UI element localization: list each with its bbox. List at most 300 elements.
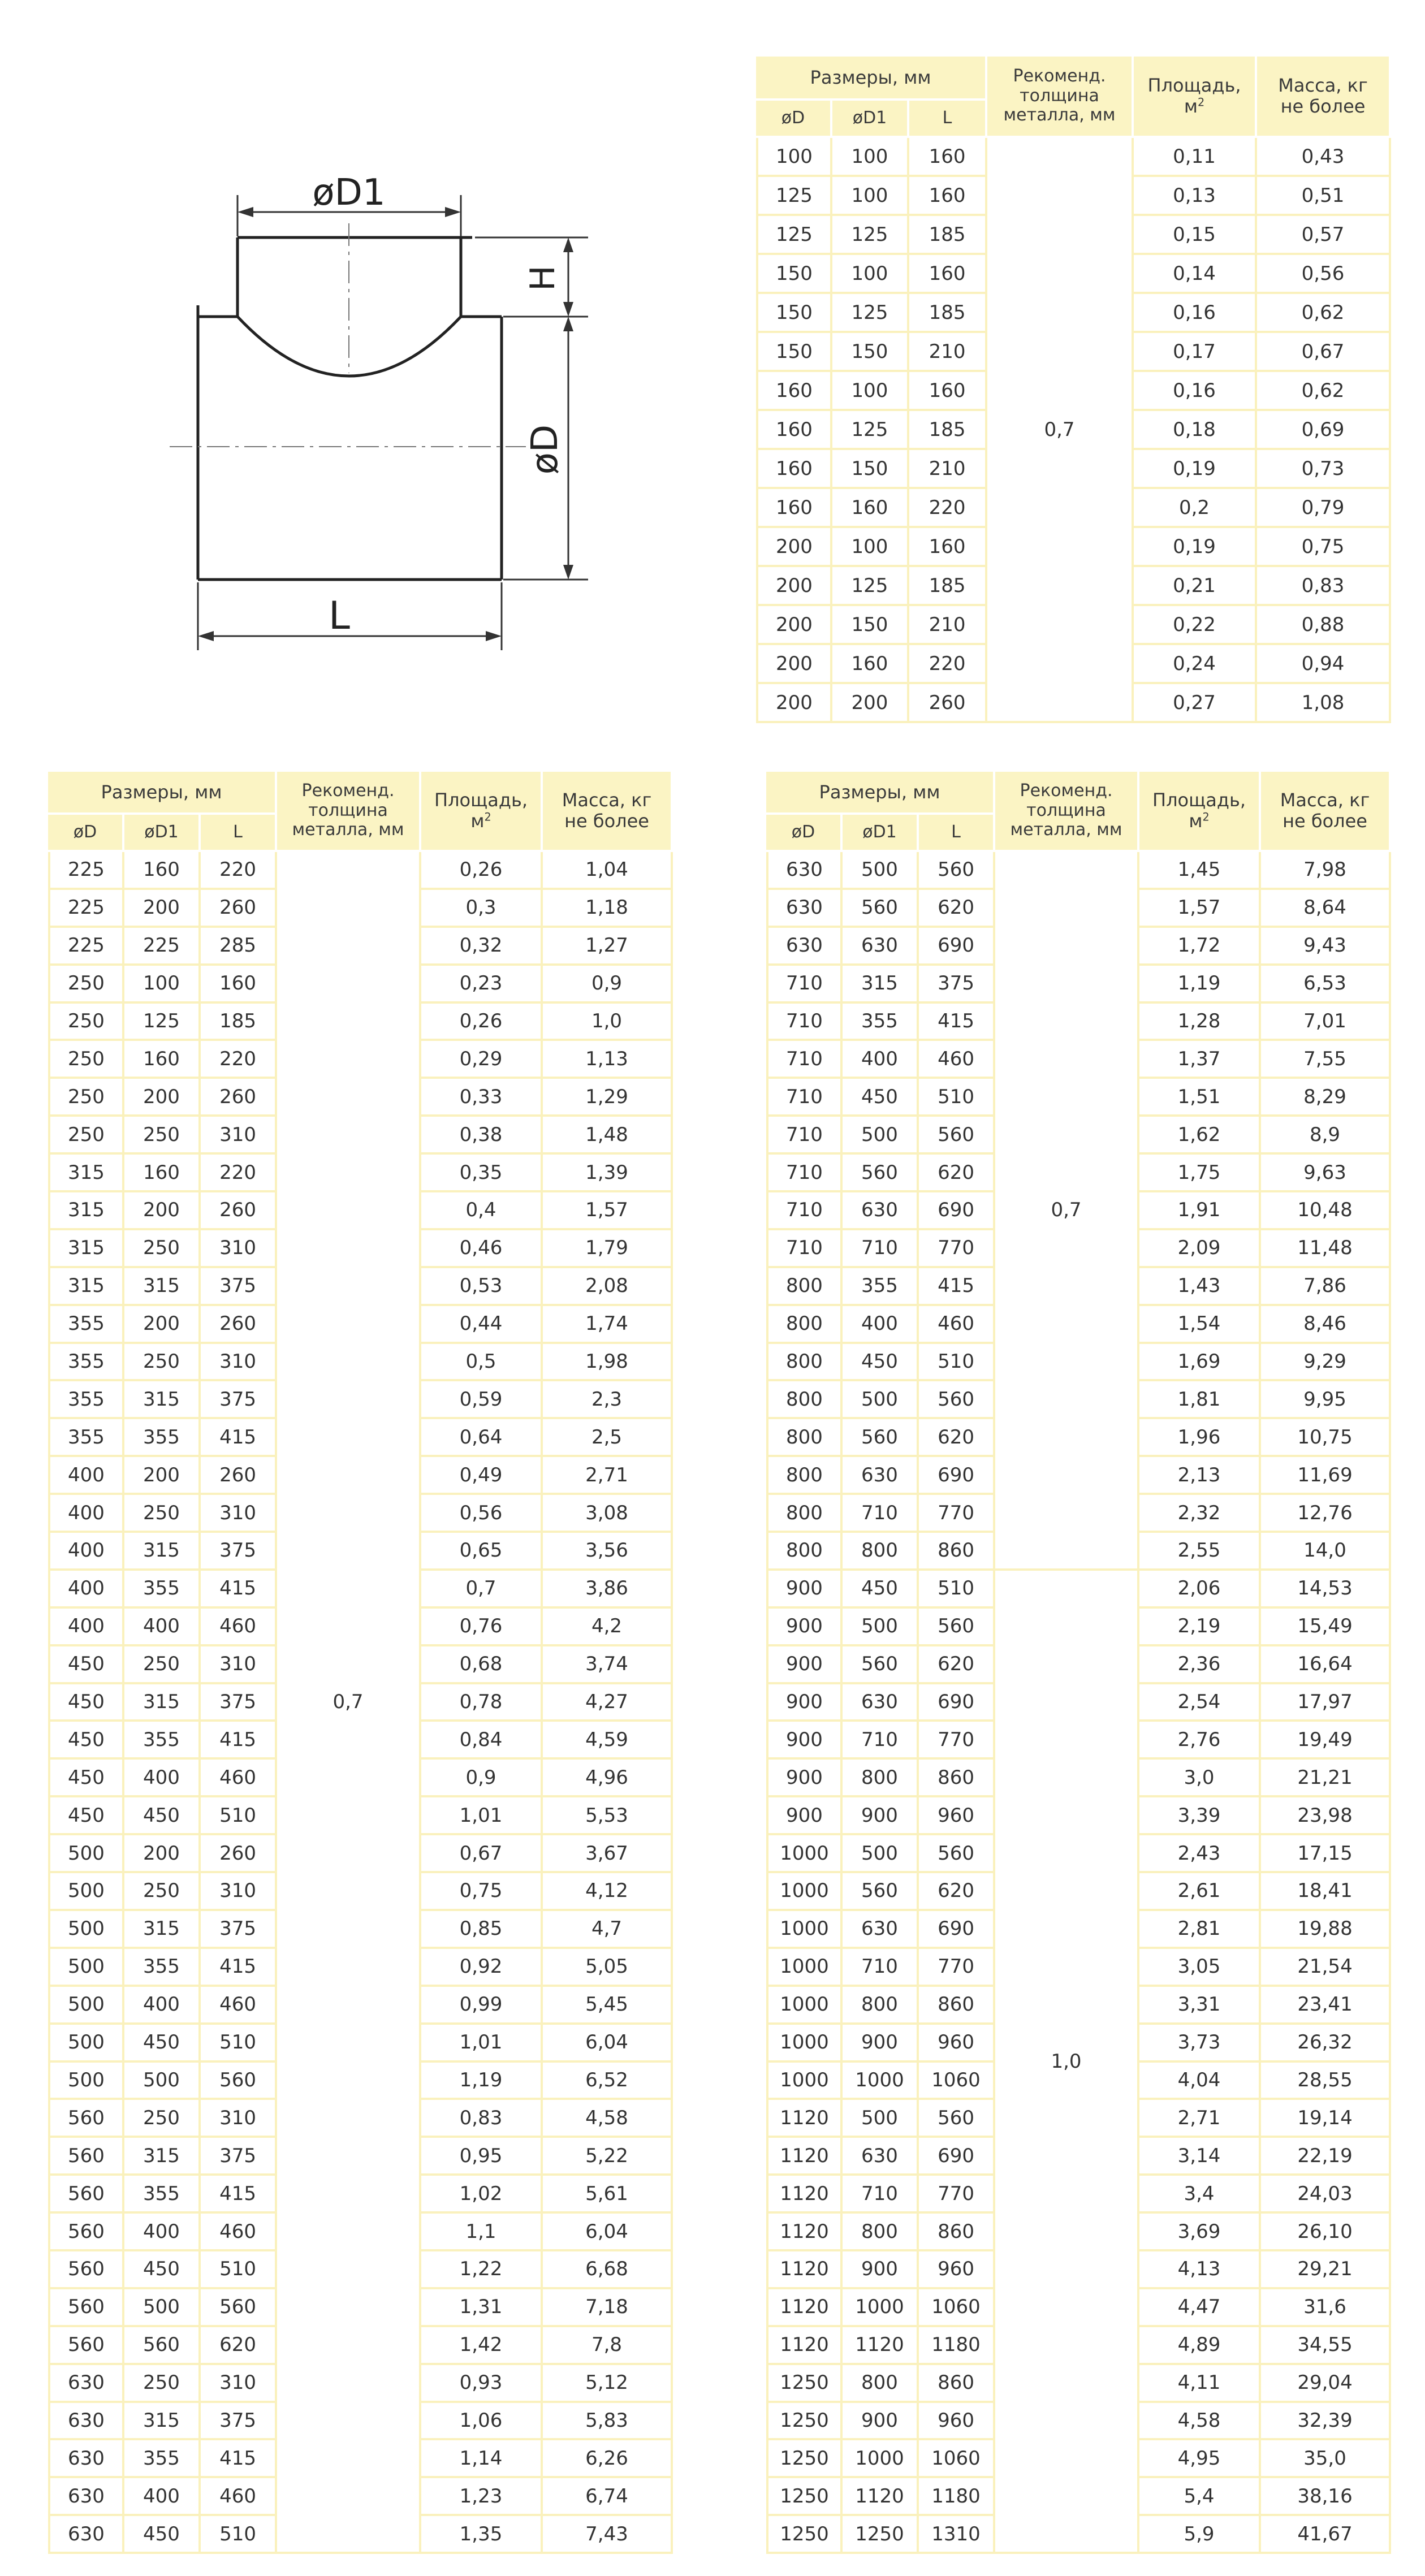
cell-D: 250 bbox=[48, 966, 124, 1004]
cell-D1: 355 bbox=[124, 1571, 201, 1609]
cell-mass: 1,27 bbox=[543, 928, 673, 966]
cell-mass: 8,9 bbox=[1261, 1117, 1391, 1155]
cell-D: 560 bbox=[48, 2289, 124, 2327]
cell-L: 185 bbox=[909, 294, 987, 333]
cell-area: 0,17 bbox=[1134, 333, 1257, 372]
cell-area: 3,05 bbox=[1139, 1949, 1261, 1987]
cell-D1: 1250 bbox=[843, 2516, 919, 2554]
cell-L: 310 bbox=[201, 1230, 277, 1268]
cell-D1: 630 bbox=[843, 928, 919, 966]
cell-D1: 500 bbox=[124, 2289, 201, 2327]
cell-area: 1,23 bbox=[421, 2478, 543, 2516]
cell-D: 200 bbox=[756, 567, 832, 606]
cell-mass: 26,32 bbox=[1261, 2025, 1391, 2063]
header-mass: Масса, кг не более bbox=[1257, 57, 1391, 138]
cell-L: 260 bbox=[201, 1192, 277, 1230]
cell-mass: 29,04 bbox=[1261, 2365, 1391, 2403]
cell-D: 630 bbox=[48, 2516, 124, 2554]
cell-area: 0,53 bbox=[421, 1268, 543, 1306]
cell-mass: 22,19 bbox=[1261, 2138, 1391, 2176]
cell-mass: 1,74 bbox=[543, 1306, 673, 1344]
cell-mass: 7,55 bbox=[1261, 1041, 1391, 1079]
cell-area: 1,19 bbox=[1139, 966, 1261, 1004]
cell-L: 185 bbox=[909, 216, 987, 255]
cell-L: 560 bbox=[919, 1609, 995, 1646]
cell-D: 250 bbox=[48, 1117, 124, 1155]
cell-area: 1,35 bbox=[421, 2516, 543, 2554]
cell-L: 415 bbox=[201, 2440, 277, 2478]
cell-area: 0,11 bbox=[1134, 138, 1257, 177]
cell-mass: 23,41 bbox=[1261, 1987, 1391, 2025]
cell-D: 315 bbox=[48, 1192, 124, 1230]
cell-area: 1,81 bbox=[1139, 1381, 1261, 1419]
cell-L: 310 bbox=[201, 1117, 277, 1155]
cell-area: 1,69 bbox=[1139, 1344, 1261, 1382]
cell-mass: 4,7 bbox=[543, 1911, 673, 1949]
cell-D: 160 bbox=[756, 450, 832, 489]
cell-L: 1180 bbox=[919, 2327, 995, 2365]
cell-D1: 200 bbox=[124, 1457, 201, 1495]
cell-D1: 200 bbox=[832, 684, 909, 723]
cell-mass: 35,0 bbox=[1261, 2440, 1391, 2478]
cell-mass: 2,71 bbox=[543, 1457, 673, 1495]
cell-L: 160 bbox=[909, 528, 987, 567]
cell-D1: 100 bbox=[124, 966, 201, 1004]
cell-mass: 9,43 bbox=[1261, 928, 1391, 966]
cell-mass: 4,2 bbox=[543, 1609, 673, 1646]
cell-L: 510 bbox=[919, 1344, 995, 1382]
cell-L: 160 bbox=[909, 255, 987, 294]
cell-area: 1,06 bbox=[421, 2403, 543, 2441]
label-D1: øD1 bbox=[312, 172, 386, 214]
cell-L: 220 bbox=[909, 489, 987, 528]
cell-mass: 0,75 bbox=[1257, 528, 1391, 567]
cell-D: 355 bbox=[48, 1419, 124, 1457]
cell-D1: 315 bbox=[843, 966, 919, 1004]
cell-L: 460 bbox=[201, 2214, 277, 2251]
cell-D: 450 bbox=[48, 1760, 124, 1797]
cell-mass: 32,39 bbox=[1261, 2403, 1391, 2441]
cell-L: 1060 bbox=[919, 2289, 995, 2327]
cell-D1: 315 bbox=[124, 2403, 201, 2441]
cell-area: 1,96 bbox=[1139, 1419, 1261, 1457]
cell-D1: 160 bbox=[124, 1041, 201, 1079]
cell-D: 560 bbox=[48, 2138, 124, 2176]
cell-D: 560 bbox=[48, 2251, 124, 2289]
cell-L: 690 bbox=[919, 1192, 995, 1230]
cell-D1: 355 bbox=[124, 1722, 201, 1760]
cell-D: 1120 bbox=[766, 2138, 843, 2176]
cell-thickness: 1,0 bbox=[995, 1571, 1139, 2554]
cell-area: 0,67 bbox=[421, 1835, 543, 1873]
cell-mass: 7,18 bbox=[543, 2289, 673, 2327]
cell-mass: 11,69 bbox=[1261, 1457, 1391, 1495]
cell-L: 960 bbox=[919, 2025, 995, 2063]
cell-area: 2,36 bbox=[1139, 1646, 1261, 1684]
cell-mass: 3,08 bbox=[543, 1495, 673, 1533]
cell-L: 690 bbox=[919, 2138, 995, 2176]
cell-D: 630 bbox=[766, 890, 843, 928]
cell-L: 860 bbox=[919, 1987, 995, 2025]
cell-D1: 560 bbox=[843, 890, 919, 928]
cell-D1: 560 bbox=[843, 1873, 919, 1911]
cell-D1: 250 bbox=[124, 1646, 201, 1684]
cell-L: 220 bbox=[201, 852, 277, 890]
cell-area: 1,22 bbox=[421, 2251, 543, 2289]
header-mass: Масса, кг не более bbox=[1261, 772, 1391, 852]
cell-mass: 19,49 bbox=[1261, 1722, 1391, 1760]
cell-D1: 450 bbox=[124, 2251, 201, 2289]
cell-L: 960 bbox=[919, 1797, 995, 1835]
cell-mass: 17,97 bbox=[1261, 1684, 1391, 1722]
cell-L: 260 bbox=[201, 890, 277, 928]
cell-D: 250 bbox=[48, 1041, 124, 1079]
cell-L: 310 bbox=[201, 1344, 277, 1382]
cell-D: 500 bbox=[48, 1911, 124, 1949]
cell-area: 0,83 bbox=[421, 2100, 543, 2138]
cell-area: 0,64 bbox=[421, 1419, 543, 1457]
cell-L: 375 bbox=[201, 2403, 277, 2441]
cell-L: 260 bbox=[201, 1306, 277, 1344]
cell-mass: 5,53 bbox=[543, 1797, 673, 1835]
header-area: Площадь, $м^2$ bbox=[1139, 772, 1261, 852]
cell-L: 285 bbox=[201, 928, 277, 966]
header-D1: øD1 bbox=[832, 101, 909, 138]
cell-L: 690 bbox=[919, 928, 995, 966]
cell-D1: 500 bbox=[124, 2063, 201, 2100]
cell-L: 185 bbox=[909, 411, 987, 450]
cell-D: 1120 bbox=[766, 2176, 843, 2214]
cell-mass: 4,96 bbox=[543, 1760, 673, 1797]
cell-D: 160 bbox=[756, 489, 832, 528]
cell-area: 2,81 bbox=[1139, 1911, 1261, 1949]
cell-D1: 315 bbox=[124, 1684, 201, 1722]
cell-mass: 6,52 bbox=[543, 2063, 673, 2100]
cell-L: 375 bbox=[201, 1268, 277, 1306]
cell-area: 2,32 bbox=[1139, 1495, 1261, 1533]
cell-mass: 23,98 bbox=[1261, 1797, 1391, 1835]
header-area: Площадь, $м^2$ bbox=[1134, 57, 1257, 138]
cell-D1: 500 bbox=[843, 1835, 919, 1873]
cell-area: 0,46 bbox=[421, 1230, 543, 1268]
cell-D1: 125 bbox=[832, 294, 909, 333]
cell-area: 0,33 bbox=[421, 1079, 543, 1117]
cell-D1: 500 bbox=[843, 852, 919, 890]
cell-area: 0,19 bbox=[1134, 450, 1257, 489]
cell-L: 620 bbox=[919, 1873, 995, 1911]
label-L: L bbox=[329, 594, 350, 638]
cell-D1: 315 bbox=[124, 1268, 201, 1306]
cell-L: 690 bbox=[919, 1911, 995, 1949]
cell-area: 0,26 bbox=[421, 852, 543, 890]
cell-mass: 7,01 bbox=[1261, 1004, 1391, 1041]
cell-D1: 630 bbox=[843, 1911, 919, 1949]
cell-L: 160 bbox=[201, 966, 277, 1004]
cell-area: 0,75 bbox=[421, 1873, 543, 1911]
cell-D: 1120 bbox=[766, 2214, 843, 2251]
cell-area: 0,99 bbox=[421, 1987, 543, 2025]
cell-L: 375 bbox=[201, 2138, 277, 2176]
cell-D1: 630 bbox=[843, 1192, 919, 1230]
cell-D1: 710 bbox=[843, 1949, 919, 1987]
cell-mass: 1,18 bbox=[543, 890, 673, 928]
cell-D: 560 bbox=[48, 2100, 124, 2138]
header-D: øD bbox=[48, 815, 124, 852]
cell-D: 450 bbox=[48, 1684, 124, 1722]
cell-L: 310 bbox=[201, 2365, 277, 2403]
cell-D1: 355 bbox=[124, 1949, 201, 1987]
cell-D1: 200 bbox=[124, 1835, 201, 1873]
cell-D1: 160 bbox=[124, 1155, 201, 1192]
cell-D1: 125 bbox=[124, 1004, 201, 1041]
cell-mass: 29,21 bbox=[1261, 2251, 1391, 2289]
cell-D: 200 bbox=[756, 528, 832, 567]
cell-D: 225 bbox=[48, 928, 124, 966]
cell-D1: 450 bbox=[124, 2025, 201, 2063]
cell-D: 800 bbox=[766, 1268, 843, 1306]
cell-L: 415 bbox=[201, 1419, 277, 1457]
cell-D1: 400 bbox=[124, 2214, 201, 2251]
cell-D: 500 bbox=[48, 1835, 124, 1873]
cell-mass: 1,57 bbox=[543, 1192, 673, 1230]
cell-D1: 400 bbox=[124, 2478, 201, 2516]
cell-D1: 125 bbox=[832, 567, 909, 606]
cell-area: 1,75 bbox=[1139, 1155, 1261, 1192]
cell-L: 460 bbox=[919, 1306, 995, 1344]
cell-area: 0,68 bbox=[421, 1646, 543, 1684]
cell-D1: 355 bbox=[124, 2176, 201, 2214]
cell-D: 630 bbox=[48, 2403, 124, 2441]
cell-D: 1250 bbox=[766, 2478, 843, 2516]
header-area: Площадь, $м^2$ bbox=[421, 772, 543, 852]
cell-area: 0,22 bbox=[1134, 606, 1257, 645]
cell-mass: 7,86 bbox=[1261, 1268, 1391, 1306]
cell-area: 3,4 bbox=[1139, 2176, 1261, 2214]
cell-D1: 160 bbox=[832, 489, 909, 528]
cell-area: 4,95 bbox=[1139, 2440, 1261, 2478]
cell-D: 900 bbox=[766, 1571, 843, 1609]
cell-thickness: 0,7 bbox=[987, 138, 1134, 723]
cell-D1: 250 bbox=[124, 1230, 201, 1268]
tee-fitting-diagram bbox=[0, 0, 735, 718]
cell-L: 210 bbox=[909, 606, 987, 645]
cell-D1: 250 bbox=[124, 2100, 201, 2138]
cell-area: 4,47 bbox=[1139, 2289, 1261, 2327]
cell-mass: 9,63 bbox=[1261, 1155, 1391, 1192]
cell-D: 1000 bbox=[766, 2063, 843, 2100]
cell-area: 0,7 bbox=[421, 1571, 543, 1609]
cell-mass: 1,79 bbox=[543, 1230, 673, 1268]
cell-mass: 31,6 bbox=[1261, 2289, 1391, 2327]
cell-D: 710 bbox=[766, 1041, 843, 1079]
cell-L: 770 bbox=[919, 2176, 995, 2214]
cell-D1: 355 bbox=[843, 1268, 919, 1306]
cell-mass: 7,8 bbox=[543, 2327, 673, 2365]
cell-area: 0,27 bbox=[1134, 684, 1257, 723]
cell-L: 620 bbox=[919, 890, 995, 928]
cell-area: 1,43 bbox=[1139, 1268, 1261, 1306]
cell-area: 0,16 bbox=[1134, 294, 1257, 333]
cell-mass: 10,75 bbox=[1261, 1419, 1391, 1457]
table-3 bbox=[766, 772, 1391, 2554]
cell-D: 1120 bbox=[766, 2327, 843, 2365]
cell-D: 800 bbox=[766, 1533, 843, 1571]
cell-area: 1,37 bbox=[1139, 1041, 1261, 1079]
cell-mass: 19,88 bbox=[1261, 1911, 1391, 1949]
cell-mass: 38,16 bbox=[1261, 2478, 1391, 2516]
cell-D1: 315 bbox=[124, 2138, 201, 2176]
cell-D1: 160 bbox=[832, 645, 909, 684]
cell-D: 125 bbox=[756, 177, 832, 216]
table-row bbox=[48, 852, 673, 890]
cell-mass: 16,64 bbox=[1261, 1646, 1391, 1684]
cell-mass: 0,67 bbox=[1257, 333, 1391, 372]
cell-D1: 225 bbox=[124, 928, 201, 966]
cell-area: 2,71 bbox=[1139, 2100, 1261, 2138]
cell-D1: 710 bbox=[843, 1230, 919, 1268]
cell-D1: 450 bbox=[843, 1571, 919, 1609]
header-D1: øD1 bbox=[843, 815, 919, 852]
cell-D: 800 bbox=[766, 1381, 843, 1419]
cell-area: 4,04 bbox=[1139, 2063, 1261, 2100]
cell-D1: 450 bbox=[124, 2516, 201, 2554]
cell-area: 0,35 bbox=[421, 1155, 543, 1192]
cell-D1: 400 bbox=[124, 1760, 201, 1797]
label-D: øD bbox=[524, 424, 566, 475]
cell-mass: 5,61 bbox=[543, 2176, 673, 2214]
cell-mass: 4,12 bbox=[543, 1873, 673, 1911]
cell-D1: 800 bbox=[843, 2365, 919, 2403]
cell-area: 1,02 bbox=[421, 2176, 543, 2214]
cell-mass: 8,64 bbox=[1261, 890, 1391, 928]
cell-mass: 6,68 bbox=[543, 2251, 673, 2289]
cell-mass: 0,62 bbox=[1257, 372, 1391, 411]
cell-mass: 0,88 bbox=[1257, 606, 1391, 645]
cell-D1: 900 bbox=[843, 2403, 919, 2441]
cell-mass: 14,0 bbox=[1261, 1533, 1391, 1571]
cell-D: 900 bbox=[766, 1722, 843, 1760]
cell-D: 710 bbox=[766, 1079, 843, 1117]
cell-D: 200 bbox=[756, 606, 832, 645]
cell-L: 260 bbox=[909, 684, 987, 723]
cell-area: 1,42 bbox=[421, 2327, 543, 2365]
cell-D: 1000 bbox=[766, 1835, 843, 1873]
cell-D: 400 bbox=[48, 1533, 124, 1571]
cell-mass: 0,43 bbox=[1257, 138, 1391, 177]
cell-mass: 4,59 bbox=[543, 1722, 673, 1760]
label-H: H bbox=[523, 265, 563, 291]
cell-D: 315 bbox=[48, 1155, 124, 1192]
cell-D1: 355 bbox=[843, 1004, 919, 1041]
cell-D1: 250 bbox=[124, 1344, 201, 1382]
cell-D: 125 bbox=[756, 216, 832, 255]
cell-area: 4,89 bbox=[1139, 2327, 1261, 2365]
cell-mass: 8,46 bbox=[1261, 1306, 1391, 1344]
cell-mass: 3,56 bbox=[543, 1533, 673, 1571]
header-sizes: Размеры, мм bbox=[756, 57, 987, 101]
cell-L: 160 bbox=[909, 177, 987, 216]
cell-L: 690 bbox=[919, 1457, 995, 1495]
cell-area: 3,69 bbox=[1139, 2214, 1261, 2251]
cell-D1: 315 bbox=[124, 1381, 201, 1419]
cell-L: 770 bbox=[919, 1722, 995, 1760]
cell-D1: 560 bbox=[124, 2327, 201, 2365]
cell-area: 3,31 bbox=[1139, 1987, 1261, 2025]
cell-area: 1,01 bbox=[421, 2025, 543, 2063]
cell-mass: 11,48 bbox=[1261, 1230, 1391, 1268]
cell-mass: 5,05 bbox=[543, 1949, 673, 1987]
cell-mass: 0,62 bbox=[1257, 294, 1391, 333]
cell-L: 310 bbox=[201, 1495, 277, 1533]
cell-D: 630 bbox=[766, 928, 843, 966]
cell-mass: 26,10 bbox=[1261, 2214, 1391, 2251]
cell-mass: 14,53 bbox=[1261, 1571, 1391, 1609]
cell-L: 375 bbox=[919, 966, 995, 1004]
table-row bbox=[766, 1571, 1391, 1609]
cell-L: 460 bbox=[201, 1760, 277, 1797]
cell-mass: 1,29 bbox=[543, 1079, 673, 1117]
cell-mass: 0,79 bbox=[1257, 489, 1391, 528]
cell-D1: 250 bbox=[124, 1117, 201, 1155]
header-sizes: Размеры, мм bbox=[766, 772, 995, 815]
cell-L: 860 bbox=[919, 1533, 995, 1571]
cell-D: 200 bbox=[756, 684, 832, 723]
header-thickness: Рекоменд. толщина металла, мм bbox=[277, 772, 421, 852]
cell-mass: 19,14 bbox=[1261, 2100, 1391, 2138]
cell-area: 0,13 bbox=[1134, 177, 1257, 216]
cell-area: 2,09 bbox=[1139, 1230, 1261, 1268]
cell-area: 0,2 bbox=[1134, 489, 1257, 528]
cell-D: 1250 bbox=[766, 2516, 843, 2554]
cell-L: 220 bbox=[909, 645, 987, 684]
cell-mass: 8,29 bbox=[1261, 1079, 1391, 1117]
cell-area: 0,84 bbox=[421, 1722, 543, 1760]
cell-D1: 100 bbox=[832, 255, 909, 294]
header-L: L bbox=[919, 815, 995, 852]
cell-D1: 200 bbox=[124, 1192, 201, 1230]
cell-mass: 12,76 bbox=[1261, 1495, 1391, 1533]
cell-L: 620 bbox=[201, 2327, 277, 2365]
cell-D: 450 bbox=[48, 1722, 124, 1760]
cell-D: 1120 bbox=[766, 2289, 843, 2327]
cell-area: 2,43 bbox=[1139, 1835, 1261, 1873]
header-D1: øD1 bbox=[124, 815, 201, 852]
cell-L: 415 bbox=[201, 1571, 277, 1609]
cell-mass: 1,48 bbox=[543, 1117, 673, 1155]
cell-D: 900 bbox=[766, 1684, 843, 1722]
cell-D: 710 bbox=[766, 1004, 843, 1041]
cell-L: 510 bbox=[919, 1571, 995, 1609]
cell-area: 0,18 bbox=[1134, 411, 1257, 450]
cell-D1: 1000 bbox=[843, 2289, 919, 2327]
cell-L: 860 bbox=[919, 2214, 995, 2251]
cell-L: 415 bbox=[201, 1722, 277, 1760]
cell-D: 500 bbox=[48, 1949, 124, 1987]
cell-D: 400 bbox=[48, 1495, 124, 1533]
cell-D1: 100 bbox=[832, 372, 909, 411]
cell-L: 415 bbox=[201, 1949, 277, 1987]
cell-D: 160 bbox=[756, 372, 832, 411]
cell-L: 260 bbox=[201, 1835, 277, 1873]
cell-D: 500 bbox=[48, 1987, 124, 2025]
cell-D: 1000 bbox=[766, 1949, 843, 1987]
cell-L: 690 bbox=[919, 1684, 995, 1722]
cell-L: 260 bbox=[201, 1457, 277, 1495]
header-mass: Масса, кг не более bbox=[543, 772, 673, 852]
cell-D1: 450 bbox=[843, 1344, 919, 1382]
cell-area: 4,13 bbox=[1139, 2251, 1261, 2289]
cell-D1: 1120 bbox=[843, 2478, 919, 2516]
